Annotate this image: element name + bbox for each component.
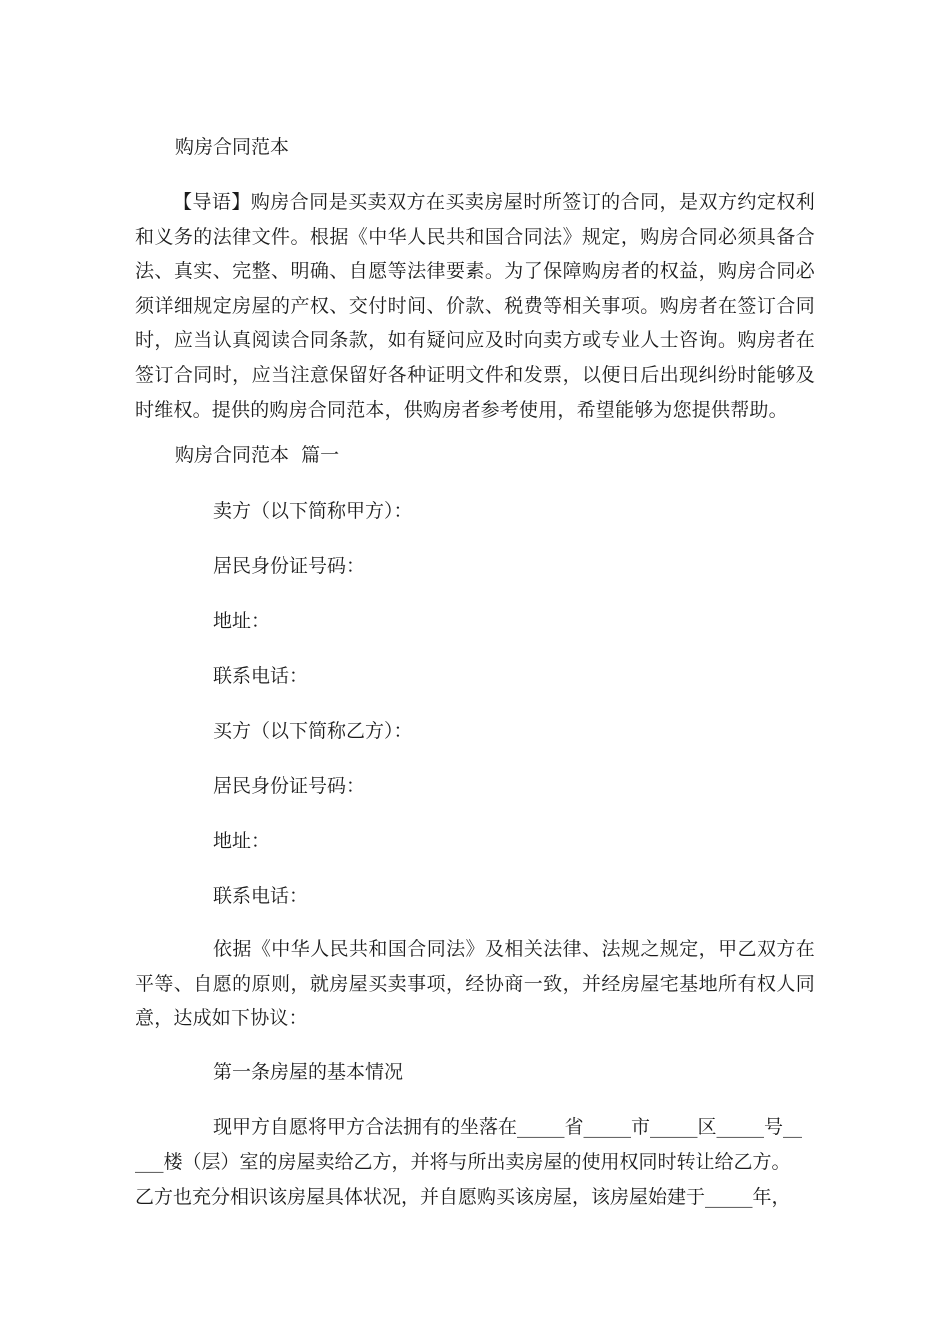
buyer-address-label: 地址： [213, 830, 271, 852]
buyer-phone-label: 联系电话： [213, 885, 309, 907]
seller-label: 卖方（以下简称甲方）： [213, 500, 413, 522]
buyer-id-label: 居民身份证号码： [213, 775, 366, 797]
buyer-label: 买方（以下简称乙方）： [213, 720, 413, 742]
seller-address-label: 地址： [213, 610, 271, 632]
seller-id-label: 居民身份证号码： [213, 555, 366, 577]
document-title: 购房合同范本 [175, 136, 290, 158]
section-heading: 购房合同范本 篇一 [175, 444, 340, 466]
article-one-line: ___楼（层）室的房屋卖给乙方，并将与所出卖房屋的使用权同时转让给乙方。 [135, 1151, 791, 1173]
intro-paragraph: 【导语】购房合同是买卖双方在买卖房屋时所签订的合同，是双方约定权利和义务的法律文件。根据《中华人民共和国合同法》规定，购房合同必须具备合法、真实、完整、明确、自愿等法律要素。为了保障购房者的权益，购房合同必须详细规定房屋的产权、交付时间、价款、税费等相关事项。购房者在签订合同时，应当认真阅读合同条款，如有疑问应及时向卖方或专业人士咨询。购房者在签订合同时，应当注意保留好各种证明文件和发票，以便日后出现纠纷时能够及时维权。提供的购房合同范本，供购房者参考使用，希望能够为您提供帮助。 [135, 191, 815, 421]
article-one-line: 乙方也充分相识该房屋具体状况，并自愿购买该房屋，该房屋始建于_____年， [135, 1186, 791, 1208]
article-one-heading: 第一条房屋的基本情况 [213, 1061, 404, 1083]
article-one-line: 现甲方自愿将甲方合法拥有的坐落在_____省_____市_____区_____号__ [213, 1116, 803, 1138]
seller-phone-label: 联系电话： [213, 665, 309, 687]
basis-paragraph: 依据《中华人民共和国合同法》及相关法律、法规之规定，甲乙双方在平等、自愿的原则，就房屋买卖事项，经协商一致，并经房屋宅基地所有权人同意，达成如下协议： [135, 938, 815, 1030]
